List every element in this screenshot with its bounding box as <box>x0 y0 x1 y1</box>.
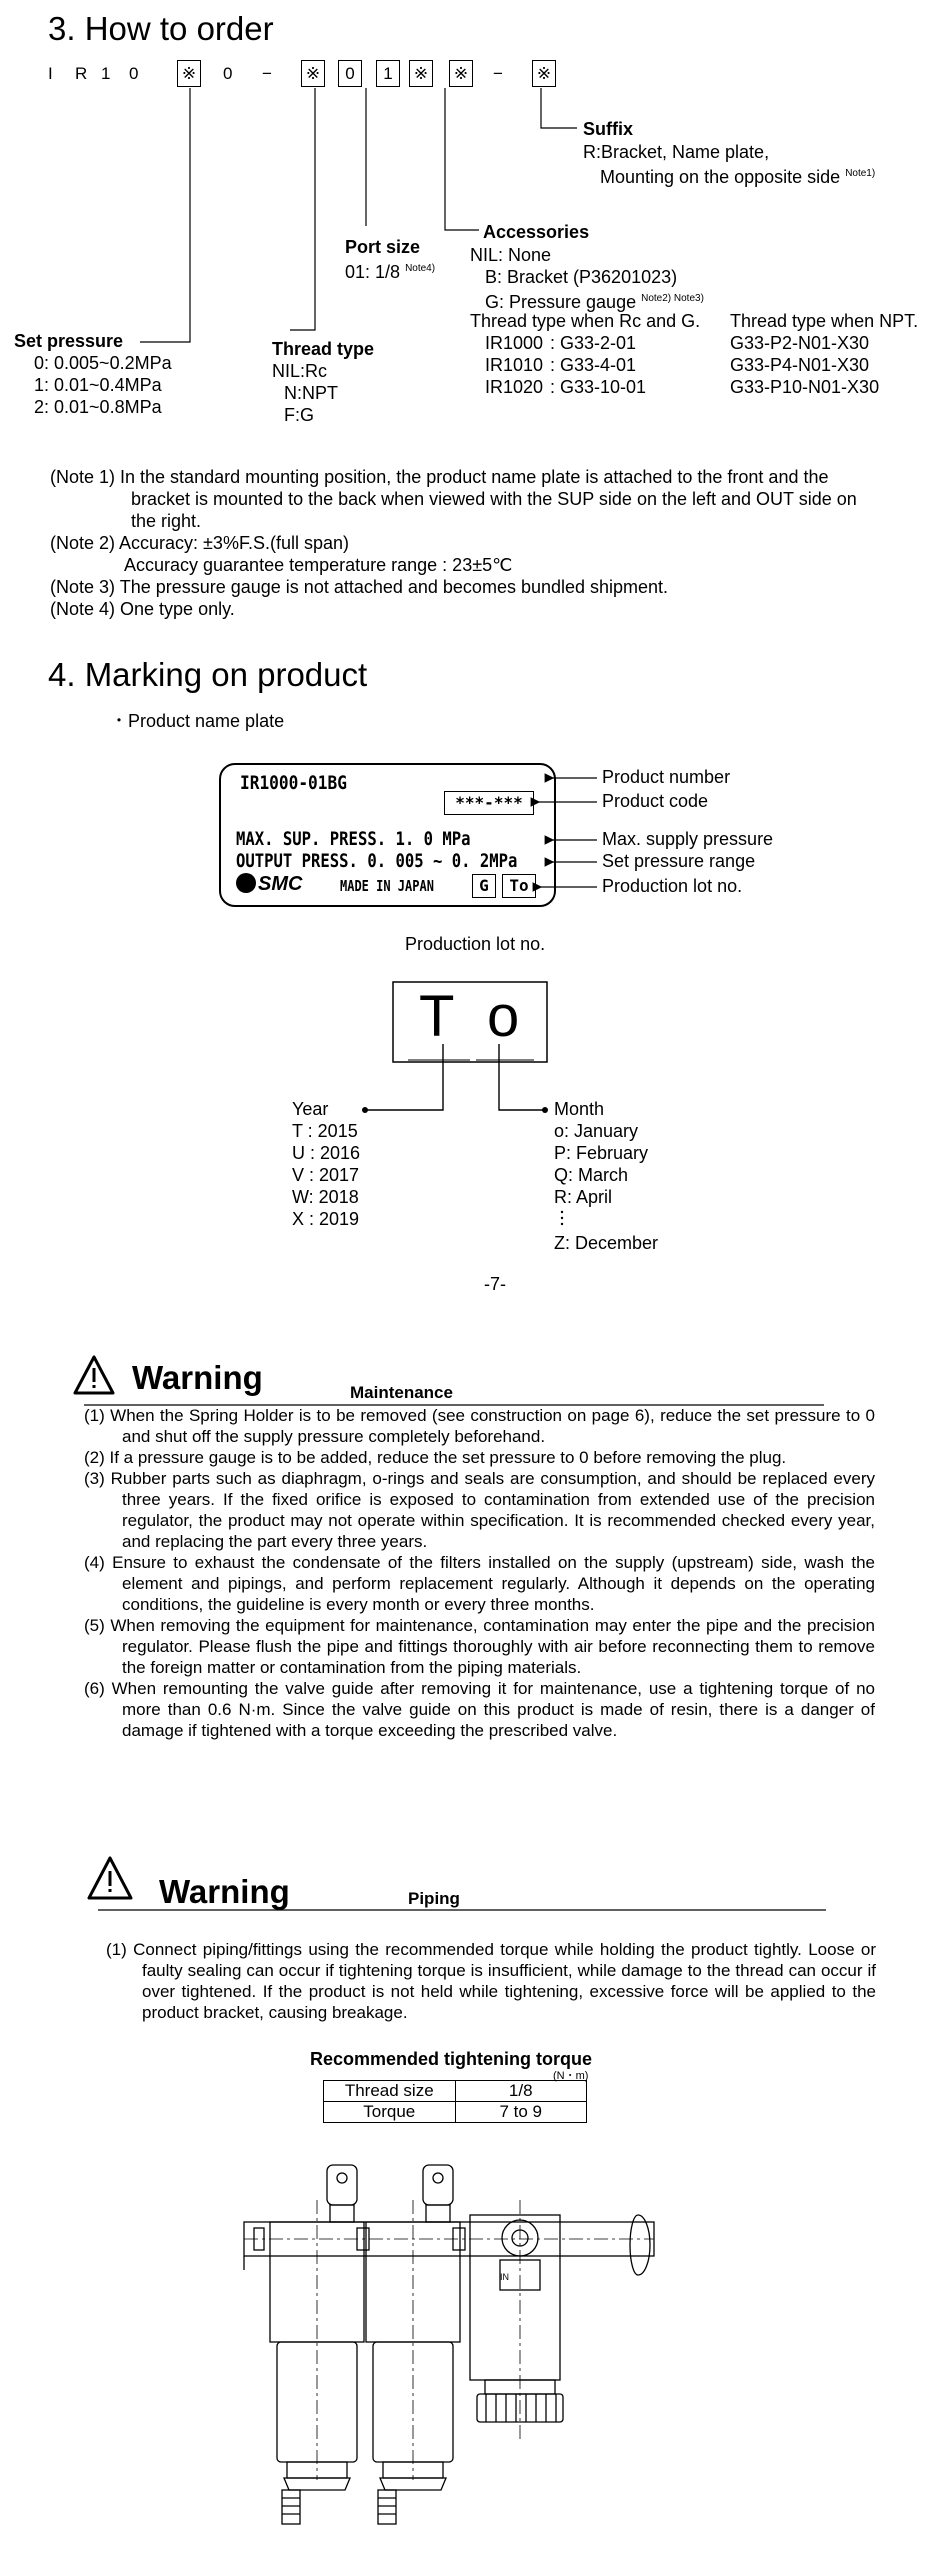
accessories-bracket: B: Bracket (P36201023) <box>485 267 678 287</box>
suffix-line1: R:Bracket, Name plate, <box>583 142 770 162</box>
month-code: P: February <box>554 1143 649 1163</box>
thread-type-nil: NIL:Rc <box>272 361 328 381</box>
smc-logo: SMC <box>236 873 302 896</box>
table-cell: Thread size <box>324 2081 456 2102</box>
gauge-rc: : G33-2-01 <box>550 333 637 353</box>
port-size-title: Port size <box>345 237 421 257</box>
torque-table-unit: (N・m) <box>553 2070 589 2082</box>
code-box: ※ <box>301 60 325 87</box>
year-code: T : 2015 <box>292 1121 358 1141</box>
plate-made-in: MADE IN JAPAN <box>340 877 434 895</box>
code-box: 1 <box>376 60 400 87</box>
plate-lot-g: G <box>472 874 496 898</box>
plate-product-code: ***-*** <box>444 791 534 815</box>
callout-label: Production lot no. <box>602 876 743 896</box>
code-char: R <box>75 64 88 83</box>
warning-item: (2) If a pressure gauge is to be added, reduce the set pressure to 0 before removing the plug. <box>84 1448 787 1467</box>
year-title: Year <box>292 1099 329 1119</box>
year-code: V : 2017 <box>292 1165 360 1185</box>
code-box: ※ <box>532 60 556 87</box>
thread-type-f: F:G <box>284 405 314 425</box>
port-size-value: 01: 1/8 $^{Note4)}$ <box>345 262 436 282</box>
warning-item: (5) When removing the equipment for maintenance, contamination may enter the pipe and the precision regulator. Please flush the pipe and fittings thoroughly with air before reconnecting them to remove the foreign matter or contamination from the piping materials. <box>84 1616 875 1677</box>
thread-type-n: N:NPT <box>284 383 338 403</box>
page-number: -7- <box>484 1274 506 1294</box>
year-code: X : 2019 <box>292 1209 360 1229</box>
note1-line3: the right. <box>131 511 202 531</box>
note2-line2: Accuracy guarantee temperature range : 23±5℃ <box>124 555 513 575</box>
code-char: I <box>48 64 53 83</box>
plate-model: IR1000-01BG <box>240 772 347 794</box>
gauge-rc: : G33-4-01 <box>550 355 637 375</box>
callout-label: Product number <box>602 767 731 787</box>
note1-line1: (Note 1) In the standard mounting position, the product name plate is attached to the front and the <box>50 467 829 487</box>
callout-label: Max. supply pressure <box>602 829 774 849</box>
warning-subtitle-maintenance: Maintenance <box>350 1383 453 1402</box>
month-title: Month <box>554 1099 605 1119</box>
month-last: Z: December <box>554 1233 659 1253</box>
section-title-marking: 4. Marking on product <box>48 656 368 693</box>
gauge-npt: G33-P4-N01-X30 <box>730 355 870 375</box>
accessories-title: Accessories <box>483 222 590 242</box>
set-pressure-title: Set pressure <box>14 331 124 351</box>
plate-output-press: OUTPUT PRESS. 0. 005 ~ 0. 2MPa <box>236 850 518 872</box>
plate-max-supply: MAX. SUP. PRESS. 1. 0 MPa <box>236 828 471 850</box>
code-box: ※ <box>449 60 473 87</box>
code-char: − <box>262 64 272 83</box>
lot-big-o: o <box>487 984 520 1049</box>
accessories-nil: NIL: None <box>470 245 552 265</box>
set-pressure-2: 2: 0.01~0.8MPa <box>34 397 162 417</box>
code-box: 0 <box>338 60 362 87</box>
code-box: ※ <box>409 60 433 87</box>
warning-item: (3) Rubber parts such as diaphragm, o-rings and seals are consumption, and should be replaced every three years. If the fixed orifice is exposed to contamination from extended use of the precision regulator, the product may not operate within specification. It is recommended checked every year, and replacing the part every three years. <box>84 1469 875 1551</box>
month-code: o: January <box>554 1121 639 1141</box>
note4: (Note 4) One type only. <box>50 599 235 619</box>
table-cell: Torque <box>324 2102 456 2123</box>
month-code: Q: March <box>554 1165 629 1185</box>
callout-label: Set pressure range <box>602 851 756 871</box>
gauge-model: IR1010 <box>485 355 544 375</box>
warning-item: (4) Ensure to exhaust the condensate of the filters installed on the supply (upstream) side, wash the element and pipings, and perform replacement regularly. Although it depends on the operating conditions, the guideline is every month or every three months. <box>84 1553 875 1614</box>
thread-type-title: Thread type <box>272 339 375 359</box>
plate-lot-to: To <box>502 874 536 898</box>
table-cell: 1/8 <box>455 2081 587 2102</box>
suffix-line2: Mounting on the opposite side $^{Note1)}$ <box>600 167 876 187</box>
piping-warning-text: (1) Connect piping/fittings using the recommended torque while holding the product tightly. Loose or faulty sealing can occur if tightening torque is insufficient, while damage to the thread can occur if over tightened. If the product is not held while tightening, excessive force will be applied to the product bracket, causing breakage. <box>106 1940 876 2022</box>
lot-big-t: T <box>419 984 455 1049</box>
production-lot-title: Production lot no. <box>405 934 546 954</box>
drawing-in-mark: IN <box>500 2272 509 2282</box>
callout-label: Product code <box>602 791 709 811</box>
rc-thread-title: Thread type when Rc and G. <box>470 311 701 331</box>
gauge-npt: G33-P10-N01-X30 <box>730 377 880 397</box>
code-char: 0 <box>223 64 233 83</box>
warning-subtitle-piping: Piping <box>408 1889 460 1908</box>
section-title-how-to-order: 3. How to order <box>48 10 274 47</box>
accessories-gauge: G: Pressure gauge $^{Note2) Note3)}$ <box>485 292 704 312</box>
gauge-model: IR1020 <box>485 377 544 397</box>
suffix-title: Suffix <box>583 119 634 139</box>
warning-title-piping: Warning <box>159 1873 290 1910</box>
table-cell: 7 to 9 <box>455 2102 587 2123</box>
warning-title: Warning <box>132 1359 263 1396</box>
torque-table-title: Recommended tightening torque <box>310 2049 593 2069</box>
set-pressure-0: 0: 0.005~0.2MPa <box>34 353 172 373</box>
note2-line1: (Note 2) Accuracy: ±3%F.S.(full span) <box>50 533 349 553</box>
warning-item: (1) When the Spring Holder is to be removed (see construction on page 6), reduce the set pressure to 0 and shut off the supply pressure completely beforehand. <box>84 1406 875 1446</box>
year-code: U : 2016 <box>292 1143 361 1163</box>
gauge-npt: G33-P2-N01-X30 <box>730 333 870 353</box>
code-char: 1 <box>101 64 111 83</box>
npt-thread-title: Thread type when NPT. <box>730 311 919 331</box>
gauge-model: IR1000 <box>485 333 544 353</box>
year-code: W: 2018 <box>292 1187 359 1207</box>
product-name-plate-bullet: ・Product name plate <box>110 711 285 731</box>
month-code: R: April <box>554 1187 613 1207</box>
gauge-rc: : G33-10-01 <box>550 377 647 397</box>
code-char: − <box>493 64 503 83</box>
code-char: 0 <box>129 64 139 83</box>
note1-line2: bracket is mounted to the back when viewed with the SUP side on the left and OUT side on <box>131 489 857 509</box>
note3: (Note 3) The pressure gauge is not attached and becomes bundled shipment. <box>50 577 669 597</box>
warning-item: (6) When remounting the valve guide after removing it for maintenance, use a tightening torque of no more than 0.6 N·m. Since the valve guide on this product is made of resin, there is a danger of damage if tightened with a torque exceeding the prescribed valve. <box>84 1679 875 1740</box>
code-box: ※ <box>177 60 201 87</box>
set-pressure-1: 1: 0.01~0.4MPa <box>34 375 162 395</box>
